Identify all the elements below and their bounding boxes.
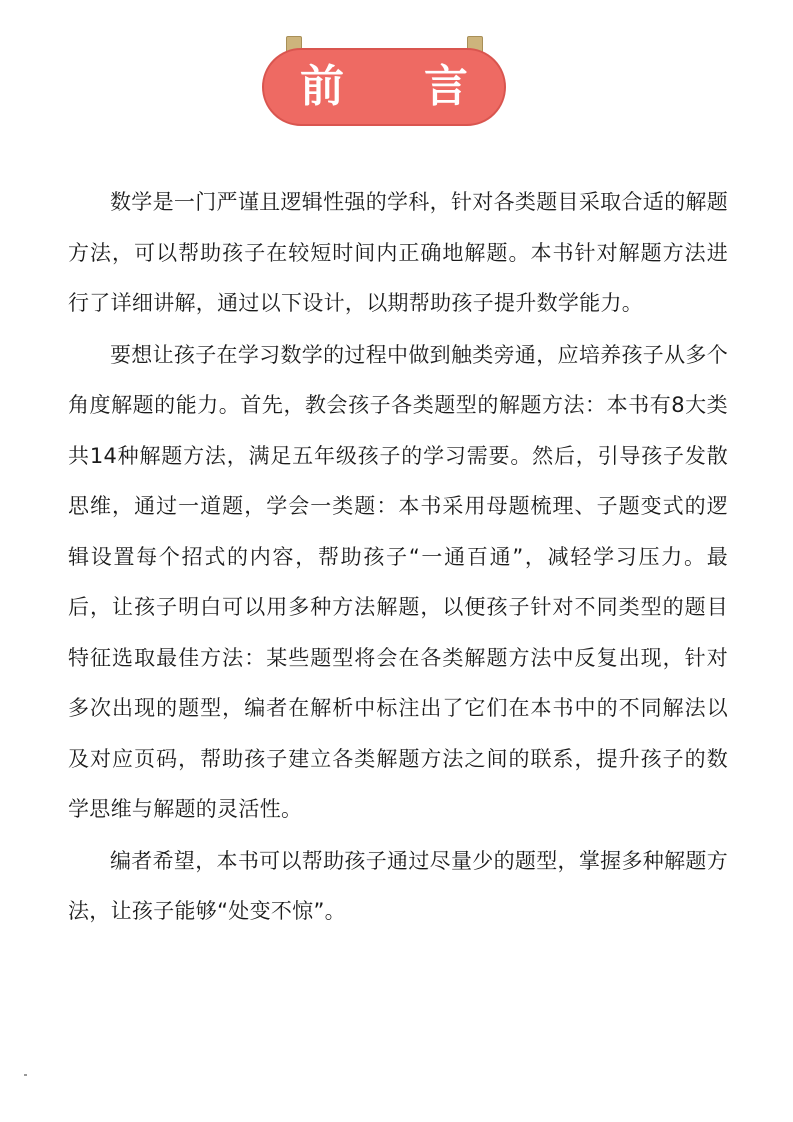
paragraph-2: 要想让孩子在学习数学的过程中做到触类旁通，应培养孩子从多个角度解题的能力。首先，教会孩子各类题型的解题方法：本书有8大类共14种解题方法，满足五年级孩子的学习需要。然后，引导孩子发散思维，通过一道题，学会一类题：本书采用母题梳理、子题变式的逻辑设置每个招式的内容，帮助孩子“一通百通”，减轻学习压力。最后，让孩子明白可以用多种方法解题，以便孩子针对不同类型的题目特征选取最佳方法：某些题型将会在各类解题方法中反复出现，针对多次出现的题型，编者在解析中标注出了它们在本书中的不同解法以及对应页码，帮助孩子建立各类解题方法之间的联系，提升孩子的数学思维与解题的灵活性。 <box>68 342 728 821</box>
paragraph-1: 数学是一门严谨且逻辑性强的学科，针对各类题目采取合适的解题方法，可以帮助孩子在较短时间内正确地解题。本书针对解题方法进行了详细讲解，通过以下设计，以期帮助孩子提升数学能力。 <box>68 190 728 315</box>
title-banner <box>262 48 548 126</box>
paragraph-3: 编者希望，本书可以帮助孩子通过尽量少的题型，掌握多种解题方法，让孩子能够“处变不惊”。 <box>68 848 728 923</box>
scan-speck <box>24 1074 27 1076</box>
preface-body <box>68 177 728 937</box>
page-title: 前言 <box>300 61 548 112</box>
